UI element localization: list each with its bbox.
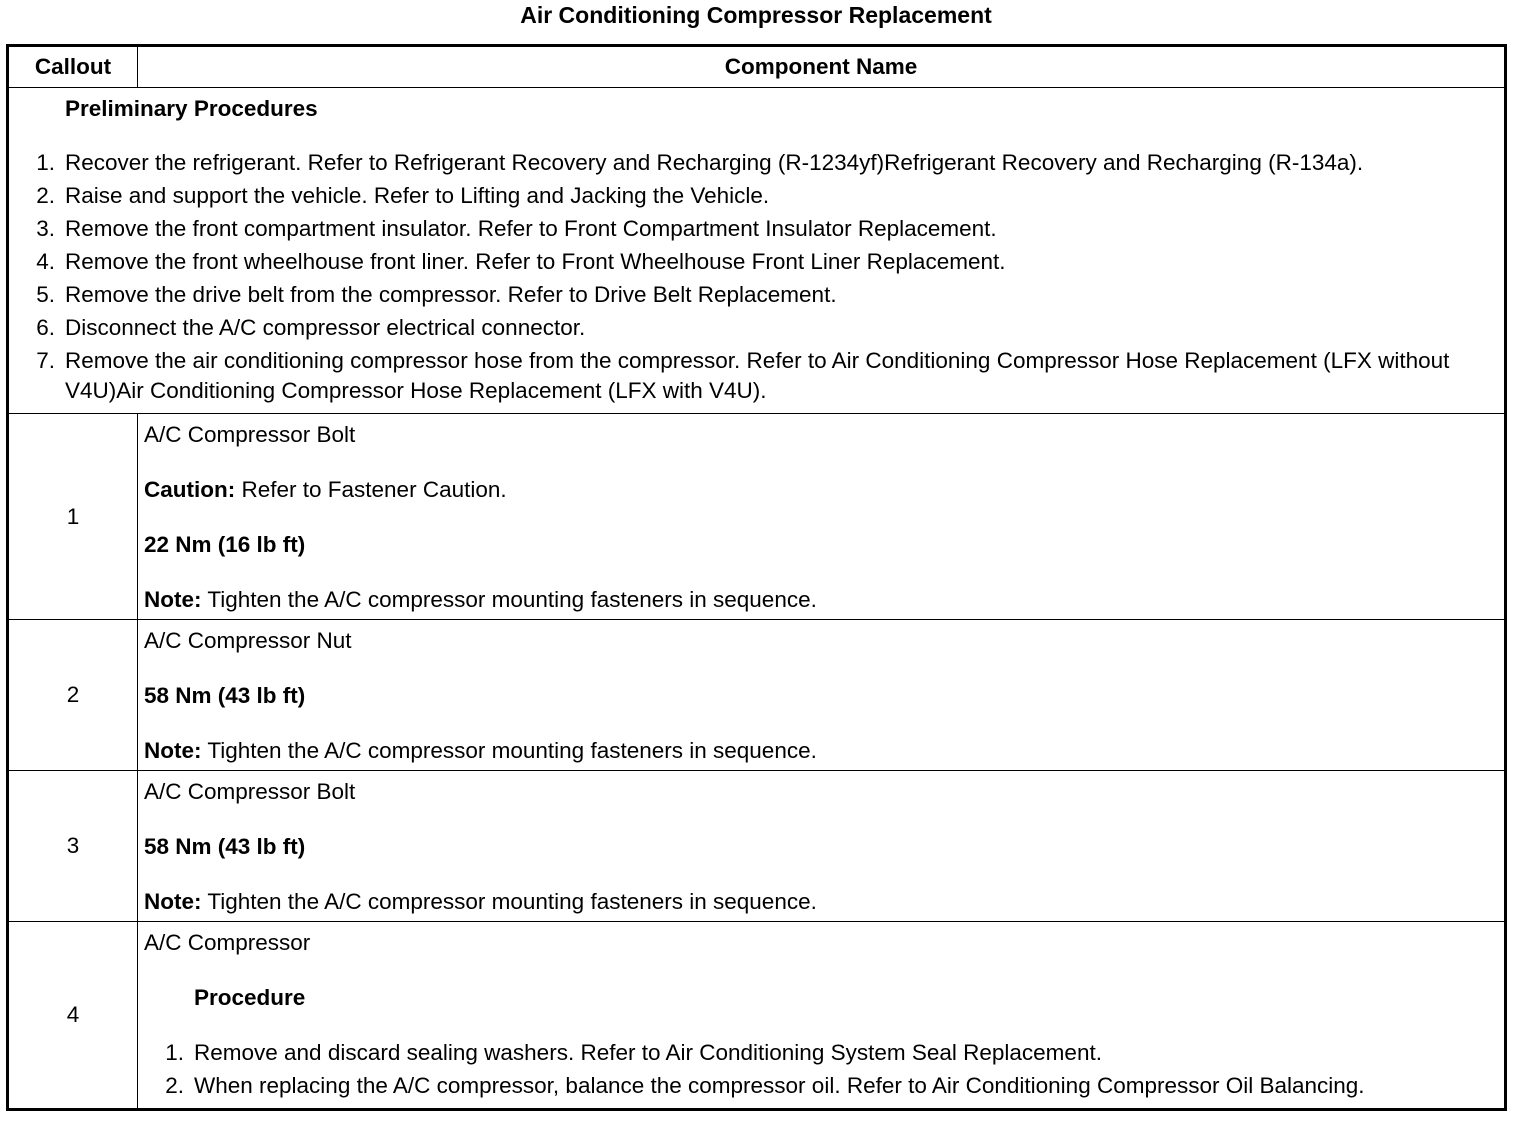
component-table — [6, 44, 1507, 1111]
component-name: A/C Compressor — [144, 930, 311, 955]
note-label: Note: — [144, 587, 202, 612]
step-text: Remove the front wheelhouse front liner. Refer to Front Wheelhouse Front Liner Replacement. — [65, 249, 1006, 274]
preliminary-row — [8, 88, 1506, 414]
list-item — [27, 214, 1494, 244]
note-label: Note: — [144, 738, 202, 763]
component-name: A/C Compressor Bolt — [144, 779, 356, 804]
step-number: 2. — [36, 183, 55, 208]
callout-number: 3 — [8, 771, 138, 922]
caution-label: Caution: — [144, 477, 236, 502]
note-line — [144, 585, 1498, 615]
procedure-heading: Procedure — [194, 985, 306, 1010]
component-name: A/C Compressor Nut — [144, 628, 352, 653]
table-row — [8, 922, 1506, 1110]
step-number: 3. — [36, 216, 55, 241]
component-cell — [138, 922, 1506, 1110]
preliminary-heading: Preliminary Procedures — [65, 96, 318, 121]
note-text: Tighten the A/C compressor mounting fasteners in sequence. — [201, 889, 817, 914]
component-cell — [138, 414, 1506, 620]
step-text: Remove and discard sealing washers. Refer to Air Conditioning System Seal Replacement. — [194, 1040, 1102, 1065]
step-number: 1. — [165, 1040, 184, 1065]
step-text: Recover the refrigerant. Refer to Refrigerant Recovery and Recharging (R-1234yf)Refrigerant Recovery and Recharging (R-134a). — [65, 150, 1364, 175]
callout-number: 1 — [8, 414, 138, 620]
step-number: 2. — [165, 1073, 184, 1098]
callout-header: Callout — [8, 46, 138, 88]
note-line — [144, 736, 1498, 766]
page-title: Air Conditioning Compressor Replacement — [520, 2, 992, 28]
component-name-header: Component Name — [138, 46, 1506, 88]
note-line — [144, 887, 1498, 917]
step-text: Raise and support the vehicle. Refer to Lifting and Jacking the Vehicle. — [65, 183, 770, 208]
list-item — [27, 280, 1494, 310]
step-text: Disconnect the A/C compressor electrical connector. — [65, 315, 586, 340]
step-number: 4. — [36, 249, 55, 274]
note-text: Tighten the A/C compressor mounting fasteners in sequence. — [201, 587, 817, 612]
step-number: 1. — [36, 150, 55, 175]
callout-number: 2 — [8, 620, 138, 771]
torque-spec: 22 Nm (16 lb ft) — [144, 532, 306, 557]
list-item — [27, 313, 1494, 343]
list-item — [27, 181, 1494, 211]
table-row — [8, 414, 1506, 620]
list-item — [27, 346, 1494, 406]
step-text: When replacing the A/C compressor, balance the compressor oil. Refer to Air Conditioning Compressor Oil Balancing. — [194, 1073, 1365, 1098]
preliminary-procedures — [8, 88, 1506, 414]
procedure-steps — [144, 1038, 1498, 1101]
step-text: Remove the front compartment insulator. Refer to Front Compartment Insulator Replacement. — [65, 216, 997, 241]
step-number: 5. — [36, 282, 55, 307]
note-label: Note: — [144, 889, 202, 914]
component-cell — [138, 771, 1506, 922]
table-header-row — [8, 46, 1506, 88]
component-name: A/C Compressor Bolt — [144, 422, 356, 447]
table-row — [8, 620, 1506, 771]
list-item — [27, 247, 1494, 277]
list-item — [27, 148, 1494, 178]
torque-spec: 58 Nm (43 lb ft) — [144, 683, 306, 708]
step-text: Remove the drive belt from the compressor. Refer to Drive Belt Replacement. — [65, 282, 837, 307]
component-cell — [138, 620, 1506, 771]
note-text: Tighten the A/C compressor mounting fasteners in sequence. — [201, 738, 817, 763]
preliminary-steps — [27, 148, 1494, 406]
torque-spec: 58 Nm (43 lb ft) — [144, 834, 306, 859]
step-number: 7. — [36, 348, 55, 373]
step-text: Remove the air conditioning compressor hose from the compressor. Refer to Air Conditioning Compressor Hose Replacement (LFX without V4U)Air Conditioning Compressor Hose Replacement (LFX with V4U). — [65, 348, 1450, 403]
caution-line — [144, 475, 1498, 505]
caution-text: Refer to Fastener Caution. — [235, 477, 507, 502]
list-item — [144, 1038, 1498, 1068]
step-number: 6. — [36, 315, 55, 340]
callout-number: 4 — [8, 922, 138, 1110]
list-item — [144, 1071, 1498, 1101]
table-row — [8, 771, 1506, 922]
